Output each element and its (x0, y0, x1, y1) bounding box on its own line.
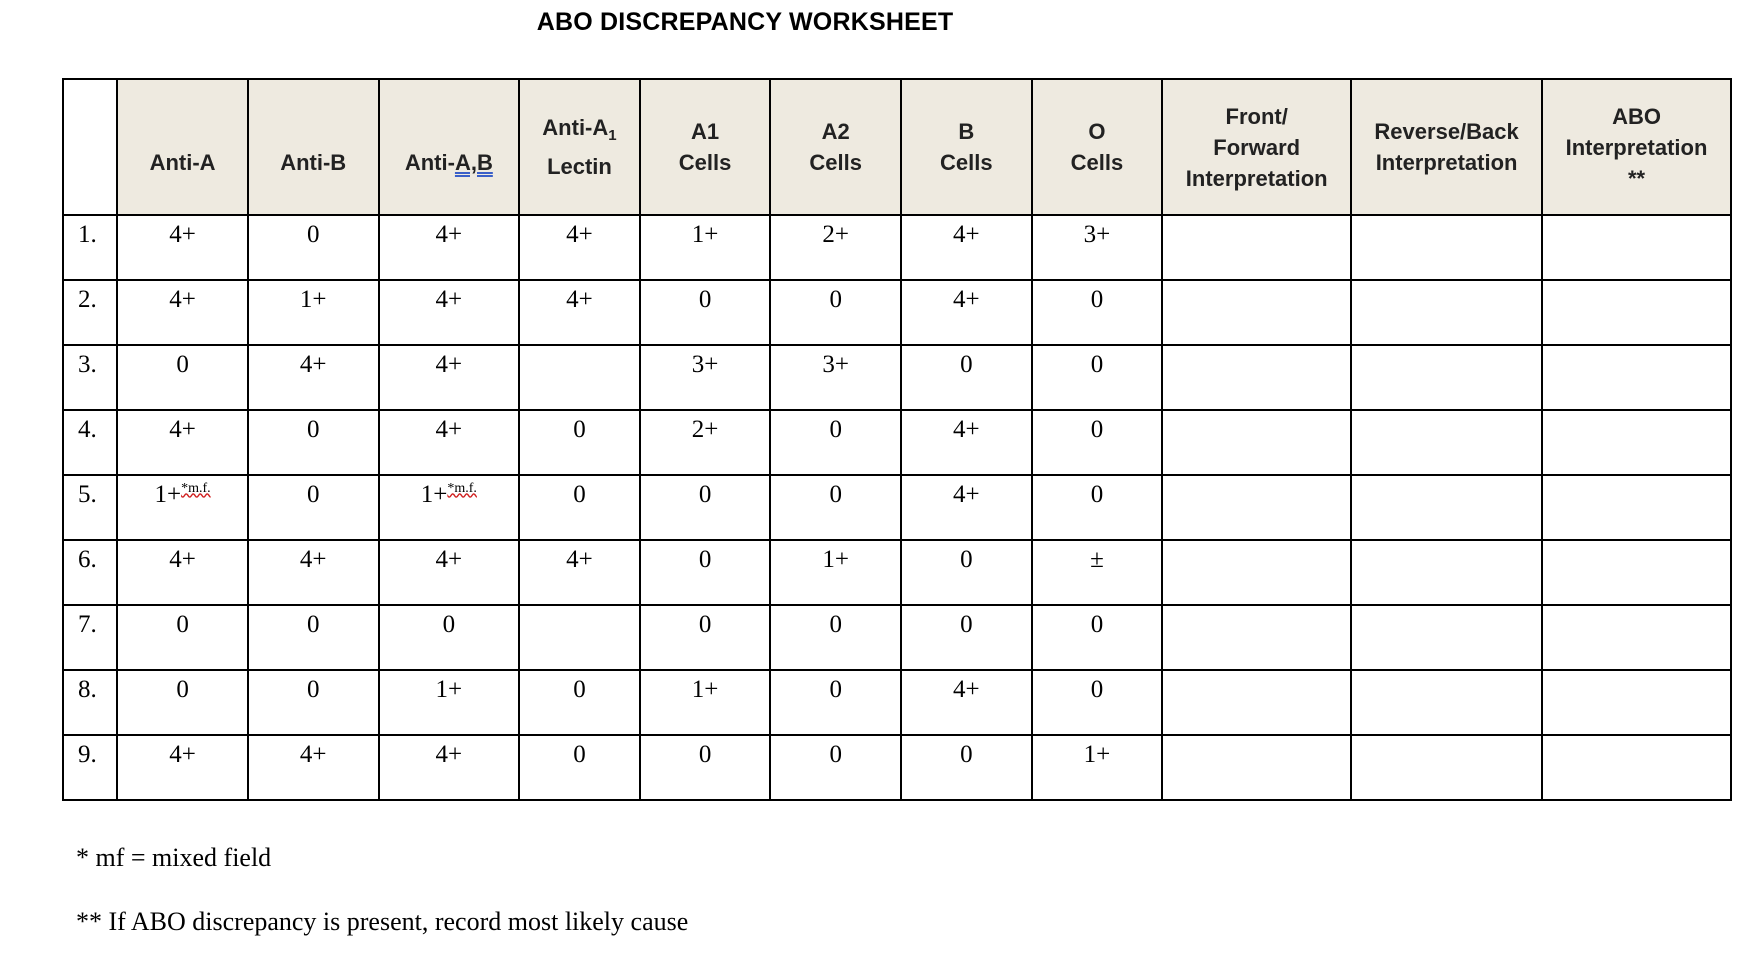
cell-o: 0 (1032, 280, 1163, 345)
cell-a1: 3+ (640, 345, 771, 410)
cell-front[interactable] (1162, 670, 1351, 735)
cell-a2: 0 (770, 475, 901, 540)
cell-anti-ab: 4+ (379, 345, 520, 410)
cell-a2: 1+ (770, 540, 901, 605)
cell-anti-ab: 4+ (379, 735, 520, 800)
mixed-field-note: *m.f. (181, 480, 211, 496)
cell-reverse[interactable] (1351, 605, 1542, 670)
cell-a2: 0 (770, 280, 901, 345)
cell-o: 0 (1032, 605, 1163, 670)
page-title: ABO DISCREPANCY WORKSHEET (536, 8, 954, 36)
cell-anti-b: 4+ (248, 540, 379, 605)
cell-anti-ab: 4+ (379, 280, 520, 345)
cell-b: 4+ (901, 475, 1032, 540)
cell-b: 0 (901, 735, 1032, 800)
cell-abo[interactable] (1542, 280, 1731, 345)
table-row (63, 540, 1731, 605)
header-corner (63, 79, 117, 215)
cell-a1: 1+ (640, 670, 771, 735)
row-number: 3. (63, 345, 117, 410)
row-number: 2. (63, 280, 117, 345)
cell-b: 4+ (901, 410, 1032, 475)
cell-reverse[interactable] (1351, 280, 1542, 345)
cell-front[interactable] (1162, 280, 1351, 345)
cell-anti-ab: 4+ (379, 410, 520, 475)
row-number: 4. (63, 410, 117, 475)
cell-anti-a: 4+ (117, 280, 248, 345)
cell-anti-b: 0 (248, 670, 379, 735)
cell-anti-a1 (519, 345, 640, 410)
cell-abo[interactable] (1542, 540, 1731, 605)
row-number: 5. (63, 475, 117, 540)
cell-anti-a: 4+ (117, 410, 248, 475)
cell-b: 4+ (901, 670, 1032, 735)
header-row (63, 79, 1731, 215)
header-a1-cells: A1 Cells (640, 79, 771, 215)
cell-anti-b: 4+ (248, 345, 379, 410)
cell-b: 0 (901, 605, 1032, 670)
cell-reverse[interactable] (1351, 475, 1542, 540)
cell-front[interactable] (1162, 475, 1351, 540)
cell-o: 0 (1032, 410, 1163, 475)
cell-a2: 0 (770, 670, 901, 735)
table-row (63, 735, 1731, 800)
cell-a2: 0 (770, 410, 901, 475)
cell-b: 4+ (901, 280, 1032, 345)
cell-front[interactable] (1162, 605, 1351, 670)
row-number: 7. (63, 605, 117, 670)
table-row (63, 605, 1731, 670)
cell-b: 4+ (901, 215, 1032, 280)
cell-anti-b: 0 (248, 215, 379, 280)
cell-anti-a1: 4+ (519, 215, 640, 280)
cell-o: 0 (1032, 345, 1163, 410)
cell-anti-a: 0 (117, 670, 248, 735)
table-row (63, 410, 1731, 475)
cell-anti-ab: 4+ (379, 215, 520, 280)
cell-reverse[interactable] (1351, 670, 1542, 735)
cell-reverse[interactable] (1351, 540, 1542, 605)
header-anti-a: Anti-A (117, 79, 248, 215)
cell-o: 0 (1032, 475, 1163, 540)
cell-b: 0 (901, 540, 1032, 605)
cell-front[interactable] (1162, 410, 1351, 475)
table-row (63, 215, 1731, 280)
header-anti-a1-lectin: Anti-$A_1$ Lectin (519, 79, 640, 215)
cell-o: 0 (1032, 670, 1163, 735)
cell-front[interactable] (1162, 540, 1351, 605)
cell-a2: 0 (770, 735, 901, 800)
cell-anti-a: 4+ (117, 215, 248, 280)
header-anti-b: Anti-B (248, 79, 379, 215)
cell-anti-b: 0 (248, 605, 379, 670)
cell-anti-a1: 0 (519, 410, 640, 475)
header-reverse-interpretation: Reverse/Back Interpretation (1351, 79, 1542, 215)
cell-anti-ab: 1+$^{*m.f.}$ (379, 475, 520, 540)
cell-anti-a1: 0 (519, 475, 640, 540)
cell-anti-a1: 4+ (519, 540, 640, 605)
cell-abo[interactable] (1542, 215, 1731, 280)
cell-anti-a: 4+ (117, 735, 248, 800)
cell-reverse[interactable] (1351, 345, 1542, 410)
header-a2-cells: A2 Cells (770, 79, 901, 215)
cell-anti-ab: 1+ (379, 670, 520, 735)
cell-anti-a1: 4+ (519, 280, 640, 345)
cell-abo[interactable] (1542, 735, 1731, 800)
cell-o: ± (1032, 540, 1163, 605)
cell-anti-b: 0 (248, 410, 379, 475)
cell-a1: 0 (640, 540, 771, 605)
cell-b: 0 (901, 345, 1032, 410)
cell-anti-b: 4+ (248, 735, 379, 800)
table-row (63, 475, 1731, 540)
header-front-interpretation: Front/ Forward Interpretation (1162, 79, 1351, 215)
cell-a1: 1+ (640, 215, 771, 280)
cell-a1: 0 (640, 605, 771, 670)
footnote-discrepancy: ** If ABO discrepancy is present, record most likely cause (76, 907, 689, 936)
header-b-cells: B Cells (901, 79, 1032, 215)
cell-o: 1+ (1032, 735, 1163, 800)
row-number: 8. (63, 670, 117, 735)
cell-anti-a: 1+$^{*m.f.}$ (117, 475, 248, 540)
cell-anti-ab: 4+ (379, 540, 520, 605)
header-abo-interpretation: ABO Interpretation ** (1542, 79, 1731, 215)
cell-o: 3+ (1032, 215, 1163, 280)
table-row (63, 670, 1731, 735)
cell-anti-a: 0 (117, 345, 248, 410)
cell-anti-a: 0 (117, 605, 248, 670)
table-row (63, 345, 1731, 410)
cell-a2: 2+ (770, 215, 901, 280)
cell-anti-b: 1+ (248, 280, 379, 345)
cell-anti-b: 0 (248, 475, 379, 540)
cell-anti-a1 (519, 605, 640, 670)
cell-a1: 2+ (640, 410, 771, 475)
cell-front[interactable] (1162, 215, 1351, 280)
cell-reverse[interactable] (1351, 410, 1542, 475)
header-anti-ab: Anti-A,B (379, 79, 520, 215)
cell-anti-a1: 0 (519, 735, 640, 800)
mixed-field-note: *m.f. (447, 480, 477, 496)
cell-front[interactable] (1162, 345, 1351, 410)
row-number: 6. (63, 540, 117, 605)
cell-a1: 0 (640, 475, 771, 540)
cell-a1: 0 (640, 280, 771, 345)
cell-front[interactable] (1162, 735, 1351, 800)
cell-reverse[interactable] (1351, 735, 1542, 800)
cell-abo[interactable] (1542, 475, 1731, 540)
header-o-cells: O Cells (1032, 79, 1163, 215)
cell-anti-ab: 0 (379, 605, 520, 670)
cell-anti-a: 4+ (117, 540, 248, 605)
row-number: 9. (63, 735, 117, 800)
cell-reverse[interactable] (1351, 215, 1542, 280)
cell-a1: 0 (640, 735, 771, 800)
cell-anti-a1: 0 (519, 670, 640, 735)
table-row (63, 280, 1731, 345)
cell-a2: 0 (770, 605, 901, 670)
footnote-mixed-field: * mf = mixed field (76, 843, 272, 872)
cell-abo[interactable] (1542, 605, 1731, 670)
cell-abo[interactable] (1542, 410, 1731, 475)
cell-abo[interactable] (1542, 670, 1731, 735)
cell-a2: 3+ (770, 345, 901, 410)
worksheet-table (62, 78, 1732, 801)
cell-abo[interactable] (1542, 345, 1731, 410)
row-number: 1. (63, 215, 117, 280)
